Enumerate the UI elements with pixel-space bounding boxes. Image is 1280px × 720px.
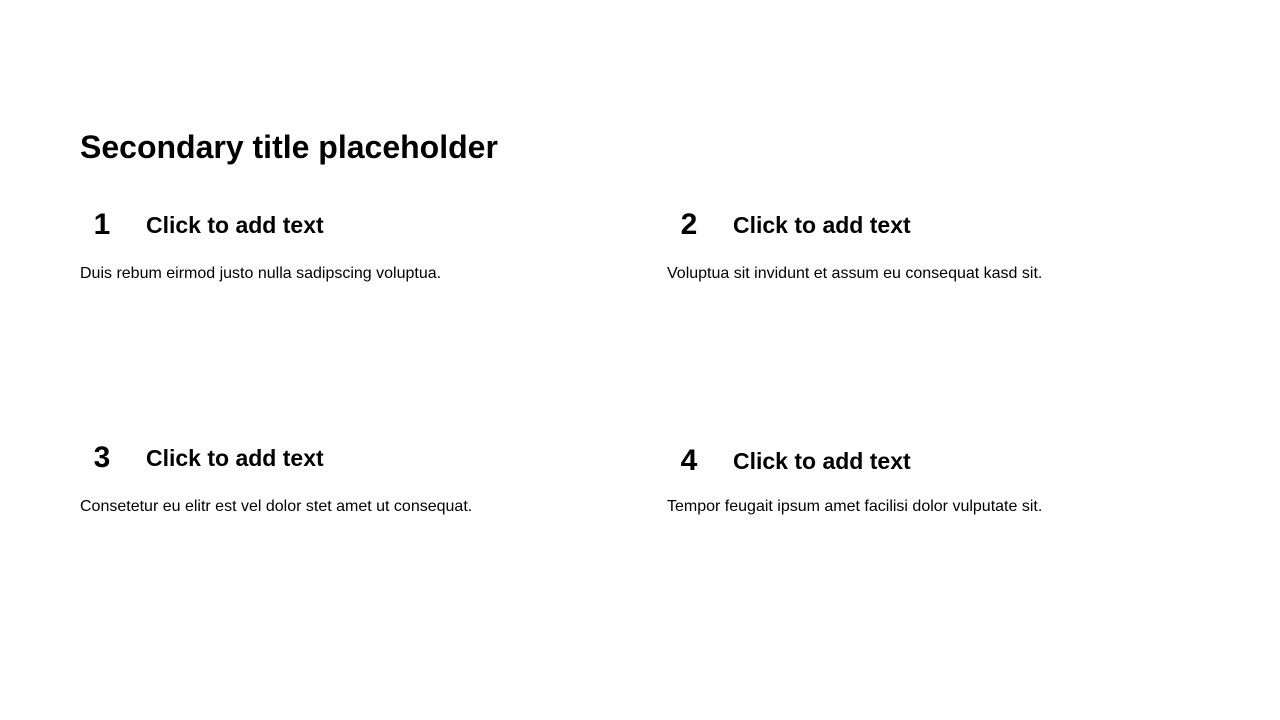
list-item-1 — [80, 207, 620, 327]
item-number: 4 — [680, 444, 698, 477]
item-heading[interactable]: Click to add text — [733, 448, 911, 474]
item-body-text[interactable]: Tempor feugait ipsum amet facilisi dolor vulputate sit. — [667, 498, 1043, 515]
list-item-4 — [667, 443, 1207, 563]
item-number: 3 — [93, 441, 111, 474]
list-item-2 — [667, 207, 1207, 327]
item-heading[interactable]: Click to add text — [733, 212, 911, 238]
slide-title[interactable]: Secondary title placeholder — [80, 129, 498, 165]
list-item-3 — [80, 440, 620, 560]
item-body-text[interactable]: Consetetur eu elitr est vel dolor stet amet ut consequat. — [80, 498, 473, 515]
item-body-text[interactable]: Duis rebum eirmod justo nulla sadipscing voluptua. — [80, 265, 442, 282]
item-number: 1 — [93, 208, 111, 241]
item-heading[interactable]: Click to add text — [146, 445, 324, 471]
item-heading[interactable]: Click to add text — [146, 212, 324, 238]
item-number: 2 — [680, 208, 698, 241]
item-body-text[interactable]: Voluptua sit invidunt et assum eu consequat kasd sit. — [667, 265, 1043, 282]
